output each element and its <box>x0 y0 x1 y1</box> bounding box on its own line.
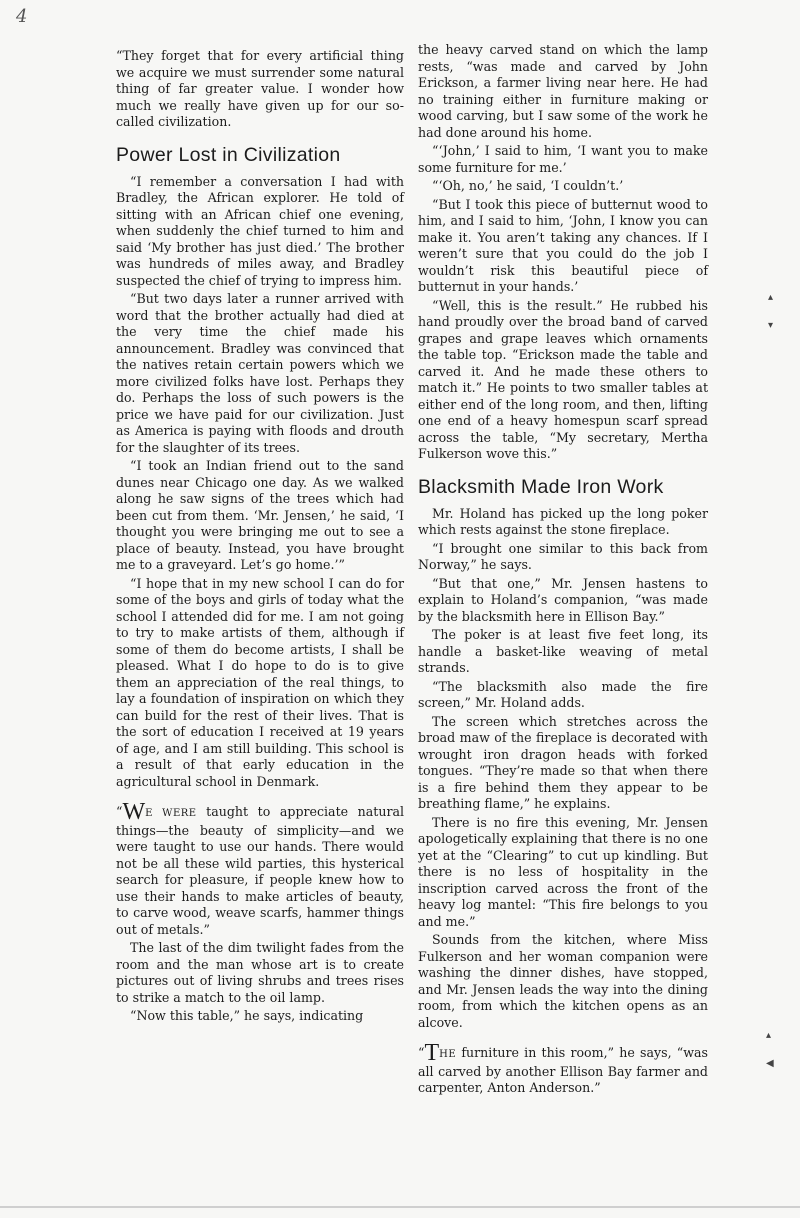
paragraph: “But two days later a runner arrived with word that the brother actually had died at the very time the chief made his announcement. Bradley was convinced that the natives retain certain powers which we more civilized folks have lost. Perhaps they do. Perhaps the loss of such powers is the price we have paid for our civilization. Just as America is paying with floods and drouth for the slaughter of its trees. <box>116 291 404 455</box>
paragraph: Sounds from the kitchen, where Miss Fulkerson and her woman companion were washing the dinner dishes, have stopped, and Mr. Jensen leads the way into the dining room, from which the kitchen opens as an alcove. <box>418 932 708 1030</box>
paragraph: “‘John,’ I said to him, ‘I want you to make some furniture for me.’ <box>418 143 708 175</box>
paragraph: “But that one,” Mr. Jensen hastens to explain to Holand’s companion, “was made by the blacksmith here in Ellison Bay.” <box>418 575 708 624</box>
paragraph: “They forget that for every artificial thing we acquire we must surrender some natural thing of far greater value. I wonder how much we really have given up for our so-called civilization. <box>116 48 404 129</box>
paragraph: “But I took this piece of butternut wood to him, and I said to him, ‘John, I know you can make it. You aren’t taking any chances. If I weren’t sure that you could do the job I wouldn’t risk this beautiful piece of butternut in your hands.’ <box>418 196 708 294</box>
paragraph: “I hope that in my new school I can do for some of the boys and girls of today what the school I attended did for me. I am not going to try to make artists of them, although if some of them do become artists, I shall be pleased. What I do hope to do is to give them an appreciation of the real things, to lay a foundation of inspiration on which they can build for the rest of their lives. That is the sort of education I received at 19 years of age, and I am still building. This school is a result of that early education in the agricultural school in Denmark. <box>116 575 404 789</box>
paragraph: “Well, this is the result.” He rubbed his hand proudly over the broad band of carved grapes and grape leaves which ornaments the table top. “Erickson made the table and carved it. And he made these others to match it.” He points to two smaller tables at either end of the long room, and then, lifting one end of a heavy homespun scarf spread across the table, “My secretary, Mertha Fulkerson wove this.” <box>418 297 708 461</box>
small-caps: E WERE <box>145 808 197 819</box>
paragraph: “‘Oh, no,’ he said, ‘I couldn’t.’ <box>432 178 624 193</box>
paragraph: “I took an Indian friend out to the sand dunes near Chicago one day. As we walked along he saw signs of the trees which had been cut from them. ‘Mr. Jensen,’ he said, ‘I thought you were bringing me out to see a place of beauty. Instead, you have brought me to a graveyard. Let’s go home.’” <box>116 458 404 572</box>
drop-cap-paragraph <box>418 1040 708 1097</box>
margin-mark-icon: ▴ <box>768 292 774 303</box>
paragraph: There is no fire this evening, Mr. Jensen apologetically explaining that there is no one yet at the “Clearing” to cut up kindling. But there is no less of hospitality in the inscription carved across the front of the heavy log mantel: “This fire belongs to you and me.” <box>418 814 708 929</box>
margin-mark-icon: ▴ <box>766 1030 772 1041</box>
section-heading: Power Lost in Civilization <box>116 143 341 166</box>
page-number-mark: 4 <box>16 6 28 27</box>
paragraph: Mr. Holand has picked up the long poker which rests against the stone fireplace. <box>418 505 708 537</box>
open-quote: “ <box>116 804 123 819</box>
paragraph: “The blacksmith also made the fire screen,” Mr. Holand adds. <box>418 678 708 710</box>
paragraph: “I brought one similar to this back from Norway,” he says. <box>418 540 708 572</box>
paragraph: The poker is at least five feet long, its handle a basket-like weaving of metal strands. <box>418 627 708 675</box>
left-column <box>116 48 404 1027</box>
margin-mark-icon: ▾ <box>768 320 774 331</box>
paragraph-rest: furniture in this room,” he says, “was all carved by another Ellison Bay farmer and carpenter, Anton Anderson.” <box>418 1045 708 1095</box>
open-quote: “ <box>418 1045 425 1060</box>
paragraph: “Now this table,” he says, indicating <box>130 1008 364 1023</box>
margin-mark-icon: ◀ <box>766 1058 774 1069</box>
section-heading: Blacksmith Made Iron Work <box>418 475 664 498</box>
paragraph: the heavy carved stand on which the lamp rests, “was made and carved by John Erickson, a farmer living near here. He had no training either in furniture making or wood carving, but I saw some of the work he had done around his home. <box>418 42 708 140</box>
paragraph: “I remember a conversation I had with Bradley, the African explorer. He told of sitting with an African chief one evening, when suddenly the chief turned to him and said ‘My brother has just died.’ The brother was hundreds of miles away, and Bradley suspected the chief of trying to impress him. <box>116 173 404 288</box>
small-caps: HE <box>439 1049 457 1060</box>
page-edge-divider <box>0 1206 800 1208</box>
paragraph: The screen which stretches across the broad maw of the fireplace is decorated with wrought iron dragon heads with forked tongues. “They’re made so that when there is a fire behind them they appear to be breathing flame,” he explains. <box>418 713 708 811</box>
right-column <box>418 42 708 1099</box>
paragraph-rest: taught to appreciate natural things—the beauty of simplicity—and we were taught to use our hands. There would not be all these wild parties, this hysterical search for pleasure, if people knew how to use their hands to make articles of beauty, to carve wood, weave scarfs, hammer things out of metals.” <box>116 804 405 937</box>
drop-cap: W <box>122 799 146 825</box>
drop-cap-paragraph <box>116 799 405 938</box>
paragraph: The last of the dim twilight fades from the room and the man whose art is to create pictures out of living shrubs and trees rises to strike a match to the oil lamp. <box>116 940 404 1005</box>
drop-cap: T <box>424 1040 440 1066</box>
